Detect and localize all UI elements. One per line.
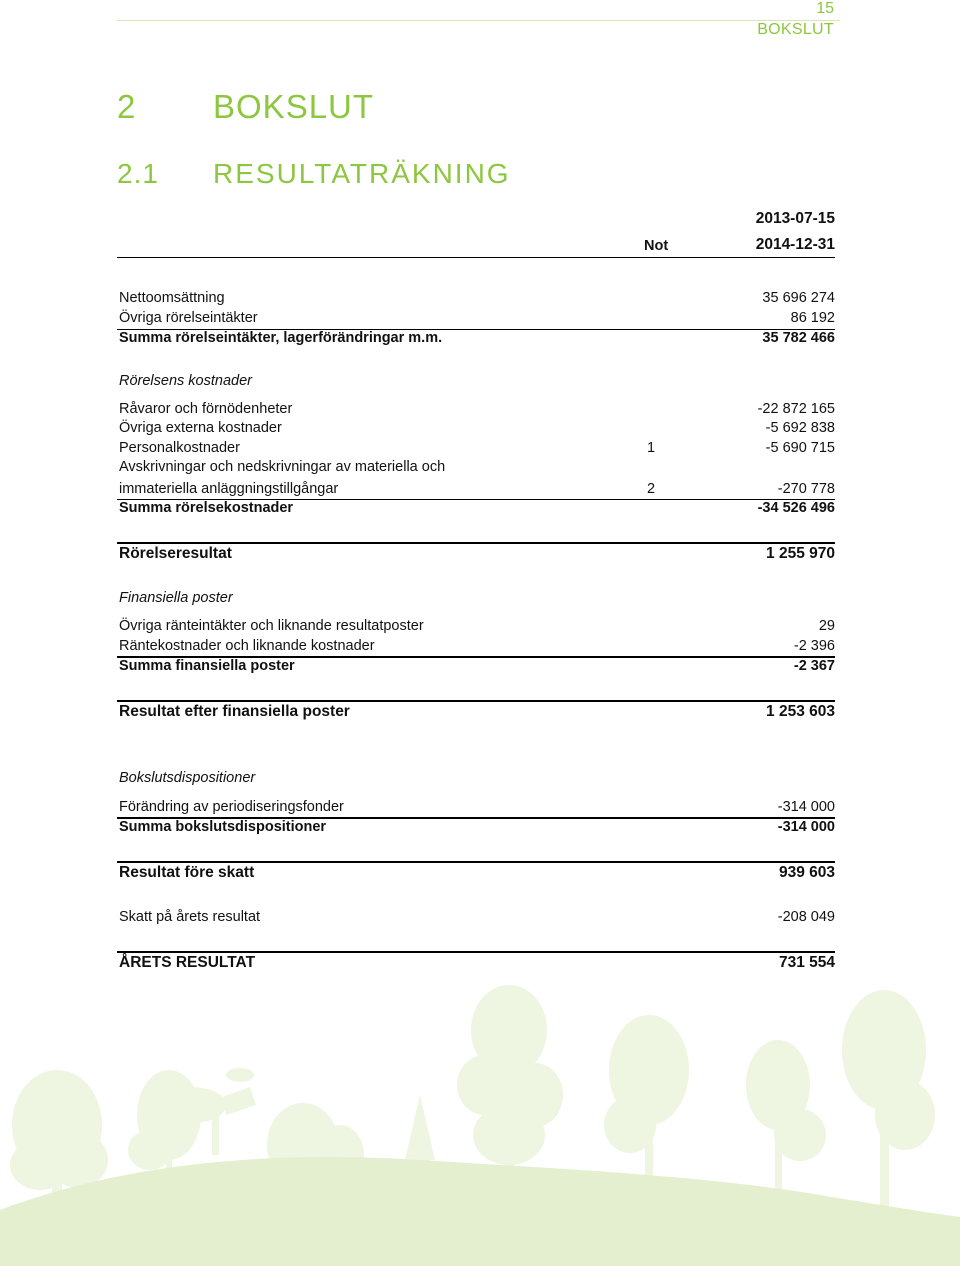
net-result-label: ÅRETS RESULTAT [119, 954, 256, 971]
header-rule [117, 20, 840, 21]
appropriations-total-label: Summa bokslutsdispositioner [119, 819, 327, 835]
net-sales-value: 35 696 274 [762, 290, 835, 306]
result-after-financial-label: Resultat efter finansiella poster [119, 703, 350, 720]
periodisation-value: -314 000 [777, 799, 835, 815]
header-underline [117, 257, 835, 258]
net-sales-label: Nettoomsättning [119, 290, 225, 306]
personnel-costs-note: 1 [646, 440, 656, 456]
chapter-title [117, 88, 374, 126]
result-before-tax-value: 939 603 [778, 864, 835, 881]
depreciation-value: -270 778 [777, 481, 835, 497]
periodisation-label: Förändring av periodiseringsfonder [119, 799, 344, 815]
chapter-number: 2 [117, 88, 137, 125]
period-end-header: 2014-12-31 [755, 236, 835, 253]
other-income-value: 86 192 [790, 310, 835, 326]
tax-value: -208 049 [777, 909, 835, 925]
raw-materials-value: -22 872 165 [757, 401, 835, 417]
financial-heading: Finansiella poster [119, 590, 233, 606]
appropriations-heading: Bokslutsdispositioner [119, 770, 256, 786]
depreciation-label-line1: Avskrivningar och nedskrivningar av materiella och [119, 459, 446, 475]
interest-income-label: Övriga ränteintäkter och liknande resultatposter [119, 618, 424, 634]
net-result-rule [117, 951, 835, 953]
operating-costs-heading: Rörelsens kostnader [119, 373, 252, 389]
result-before-tax-rule [117, 861, 835, 863]
section-number: 2.1 [117, 158, 159, 189]
operating-result-label: Rörelseresultat [119, 545, 232, 562]
revenue-total-label: Summa rörelseintäkter, lagerförändringar m.m. [119, 330, 443, 346]
other-income-label: Övriga rörelseintäkter [119, 310, 258, 326]
landscape-illustration [0, 975, 960, 1266]
operating-costs-total-value: -34 526 496 [757, 500, 835, 516]
interest-expense-label: Räntekostnader och liknande kostnader [119, 638, 375, 654]
section-name: RESULTATRÄKNING [213, 158, 511, 189]
financial-total-label: Summa finansiella poster [119, 658, 295, 674]
period-start-header: 2013-07-15 [755, 210, 835, 227]
revenue-total-value: 35 782 466 [762, 330, 835, 346]
interest-income-value: 29 [818, 618, 835, 634]
interest-expense-value: -2 396 [793, 638, 835, 654]
personnel-costs-label: Personalkostnader [119, 440, 240, 456]
running-header: BOKSLUT [757, 21, 834, 38]
external-costs-value: -5 692 838 [765, 420, 835, 436]
result-after-financial-value: 1 253 603 [766, 703, 835, 720]
appropriations-total-value: -314 000 [777, 819, 835, 835]
external-costs-label: Övriga externa kostnader [119, 420, 282, 436]
raw-materials-label: Råvaror och förnödenheter [119, 401, 293, 417]
result-before-tax-label: Resultat före skatt [119, 864, 255, 881]
note-column-header: Not [644, 238, 669, 254]
financial-total-value: -2 367 [793, 658, 835, 674]
page-number: 15 [816, 0, 834, 17]
net-result-value: 731 554 [778, 954, 835, 971]
tax-label: Skatt på årets resultat [119, 909, 261, 925]
personnel-costs-value: -5 690 715 [765, 440, 835, 456]
operating-result-value: 1 255 970 [766, 545, 835, 562]
operating-costs-total-label: Summa rörelsekostnader [119, 500, 294, 516]
depreciation-note: 2 [646, 481, 656, 497]
result-after-financial-rule [117, 700, 835, 702]
depreciation-label-line2: immateriella anläggningstillgångar [119, 481, 339, 497]
operating-result-rule [117, 542, 835, 544]
chapter-name: BOKSLUT [213, 88, 375, 125]
section-title [117, 158, 511, 190]
